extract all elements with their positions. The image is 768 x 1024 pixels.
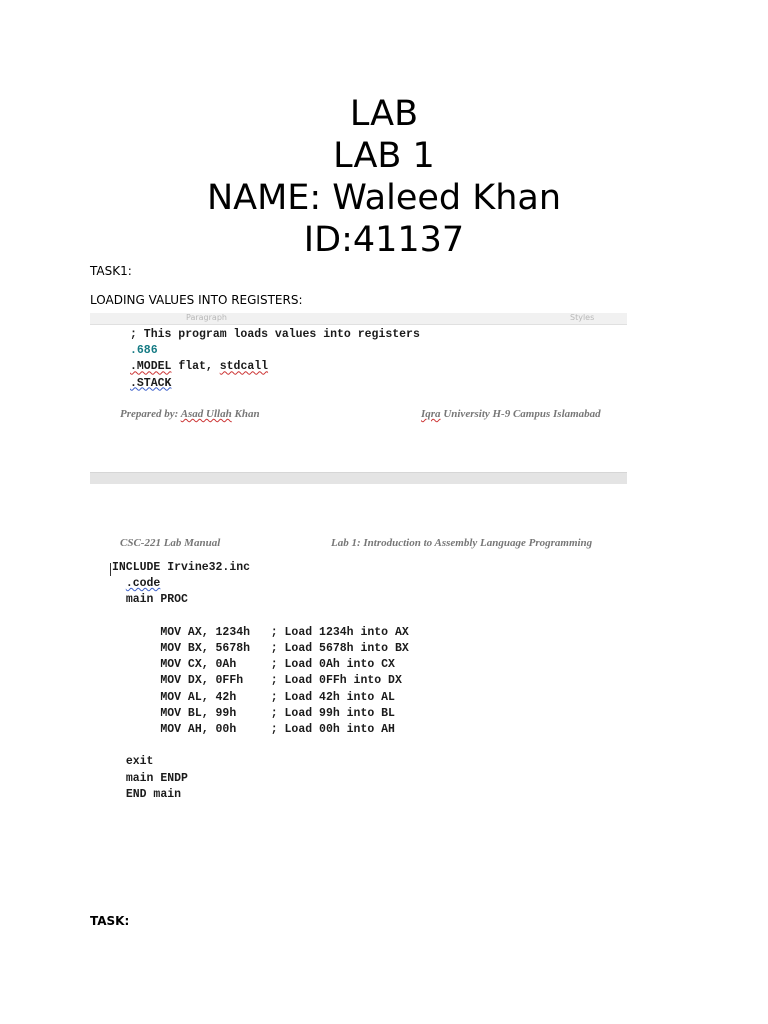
task-heading: TASK: (90, 914, 130, 928)
ribbon-paragraph-label: Paragraph (186, 313, 227, 322)
title-block (0, 93, 768, 261)
code-instruction-line: MOV BL, 99h ; Load 99h into BL (160, 706, 395, 720)
code-instruction-line: MOV AL, 42h ; Load 42h into AL (160, 690, 395, 704)
section-heading: LOADING VALUES INTO REGISTERS: (90, 293, 303, 307)
code-model-flat: flat, (171, 360, 220, 374)
code-stack-directive: .STACK (130, 376, 172, 390)
university-footer (421, 408, 601, 420)
code-instruction-line: MOV AX, 1234h ; Load 1234h into AX (160, 625, 409, 639)
lab-title-header: Lab 1: Introduction to Assembly Language Programming (331, 537, 593, 549)
text-cursor (110, 563, 111, 576)
code-instruction-line: MOV CX, 0Ah ; Load 0Ah into CX (160, 658, 395, 672)
code-model-keyword: .MODEL (130, 360, 172, 374)
university-word: Iqra (421, 408, 441, 420)
code-instruction-line: MOV DX, 0FFh ; Load 0FFh into DX (160, 674, 402, 688)
lab-manual-header: CSC-221 Lab Manual (120, 537, 221, 549)
code-screenshot-1 (90, 313, 627, 484)
title-student-id: ID:41137 (303, 220, 465, 260)
prepared-by-prefix: Prepared by: (120, 408, 181, 420)
code-model-stdcall: stdcall (219, 360, 269, 374)
ribbon-strip (90, 313, 627, 325)
code-block-main (112, 560, 409, 803)
code-instruction-line: MOV BX, 5678h ; Load 5678h into BX (160, 642, 409, 656)
code-main-proc: main PROC (125, 593, 188, 607)
ribbon-styles-label: Styles (570, 313, 595, 322)
university-rest: University H-9 Campus Islamabad (440, 408, 601, 420)
code-end-main: END main (125, 787, 182, 801)
code-instruction-line: MOV AH, 00h ; Load 00h into AH (160, 723, 395, 737)
code-exit-line: exit (125, 755, 154, 769)
prepared-by-author-last: Khan (231, 408, 260, 420)
code-code-directive: .code (125, 577, 161, 591)
title-lab-number: LAB 1 (333, 136, 435, 176)
code-block-header (130, 327, 420, 392)
code-comment-line: ; This program loads values into registers (130, 328, 420, 341)
code-main-endp: main ENDP (125, 771, 188, 785)
title-student-name: NAME: Waleed Khan (206, 178, 562, 218)
code-include-line: INCLUDE Irvine32.inc (112, 561, 251, 574)
prepared-by-author: Asad Ullah (180, 408, 232, 420)
code-directive-686: .686 (130, 344, 158, 358)
page-break-band (90, 472, 627, 484)
code-screenshot-2 (108, 534, 628, 809)
title-lab: LAB (349, 94, 419, 134)
prepared-by-footer (120, 408, 260, 420)
task1-label: TASK1: (90, 264, 132, 278)
